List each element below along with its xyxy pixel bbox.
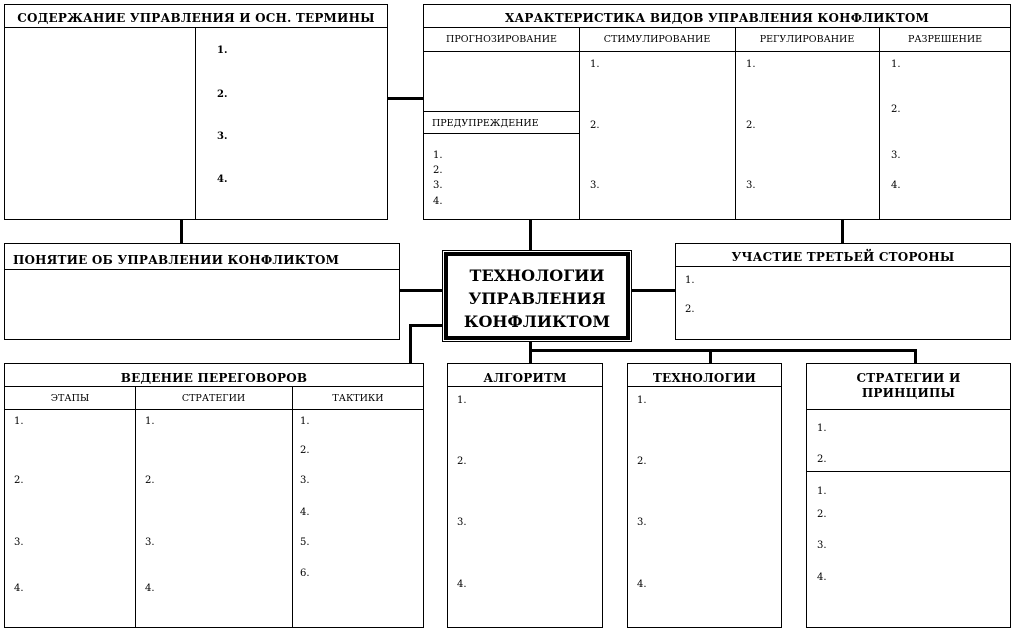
list-item: 1. [685,275,695,286]
strategies-title-line1: СТРАТЕГИИ И [856,371,961,385]
title-divider [5,386,423,387]
list-item: 3. [590,180,600,191]
connector-center-negotiation-v [409,324,412,364]
list-item: 1. [817,423,827,434]
col-header-tactics: ТАКТИКИ [332,393,384,404]
list-item: 2. [300,445,310,456]
list-item: 1. [433,150,443,161]
connector-center-negotiation-h [409,324,445,327]
col-header-stages: ЭТАПЫ [50,393,90,404]
list-item: 4. [891,180,901,191]
list-item: 1. [817,486,827,497]
negotiation-box [4,363,424,628]
list-item: 2. [891,104,901,115]
technologies-title: ТЕХНОЛОГИИ [652,371,757,385]
header-divider [424,51,1010,52]
list-item: 2. [817,509,827,520]
strategies-principles-box [806,363,1011,628]
connector-center-bottom-v [529,340,532,364]
list-item: 4. [145,583,155,594]
content-terms-title: СОДЕРЖАНИЕ УПРАВЛЕНИЯ И ОСН. ТЕРМИНЫ [17,11,375,25]
concept-box [4,243,400,340]
list-item: 4. [14,583,24,594]
connector-bus-technologies [709,349,712,364]
col-header-stimul: СТИМУЛИРОВАНИЕ [603,34,711,45]
content-terms-box [4,4,388,220]
third-party-box [675,243,1011,340]
connector-bottom-bus [529,349,917,352]
column-divider [292,386,293,627]
list-item: 2. [14,475,24,486]
list-item: 2. [217,89,228,100]
list-item: 2. [433,165,443,176]
list-item: 3. [14,537,24,548]
title-divider [5,269,399,270]
list-item: 3. [637,517,647,528]
algorithm-title: АЛГОРИТМ [483,371,567,385]
list-item: 6. [300,568,310,579]
center-title-line: УПРАВЛЕНИЯ [468,289,606,308]
list-item: 5. [300,537,310,548]
list-item: 4. [457,579,467,590]
list-item: 3. [891,150,901,161]
list-item: 3. [457,517,467,528]
connector-content-types [387,97,424,100]
connector-content-concept [180,219,183,244]
list-item: 2. [746,120,756,131]
list-item: 4. [817,572,827,583]
column-divider [579,27,580,219]
list-item: 2. [685,304,695,315]
list-item: 1. [590,59,600,70]
strategies-title-line2: ПРИНЦИПЫ [861,386,956,400]
header-divider [5,409,423,410]
center-title-box [444,252,630,340]
title-divider [5,27,387,28]
list-item: 1. [746,59,756,70]
connector-bus-strategies [914,349,917,364]
col-header-strategies: СТРАТЕГИИ [181,393,246,404]
column-divider [135,386,136,627]
management-types-title: ХАРАКТЕРИСТИКА ВИДОВ УПРАВЛЕНИЯ КОНФЛИКТОМ [504,11,930,25]
sub-divider [424,111,579,112]
list-item: 1. [300,416,310,427]
list-item: 2. [590,120,600,131]
list-item: 3. [217,131,228,142]
connector-types-thirdparty [841,219,844,244]
subheader-preduprezh: ПРЕДУПРЕЖДЕНИЕ [432,118,539,129]
column-divider [195,27,196,219]
technologies-box [627,363,782,628]
list-item: 4. [300,507,310,518]
center-title-line: ТЕХНОЛОГИИ [469,266,605,285]
col-header-prognoz: ПРОГНОЗИРОВАНИЕ [446,34,557,45]
title-divider [807,409,1010,410]
center-title-line: КОНФЛИКТОМ [463,312,611,331]
column-divider [735,27,736,219]
list-item: 4. [217,174,228,185]
col-header-razresh: РАЗРЕШЕНИЕ [907,34,983,45]
management-types-box [423,4,1011,220]
title-divider [448,386,602,387]
list-item: 3. [433,180,443,191]
list-item: 2. [457,456,467,467]
third-party-title: УЧАСТИЕ ТРЕТЬЕЙ СТОРОНЫ [731,250,955,264]
list-item: 4. [433,196,443,207]
title-divider [628,386,781,387]
list-item: 1. [637,395,647,406]
list-item: 3. [300,475,310,486]
title-divider [424,27,1010,28]
list-item: 1. [217,45,228,56]
list-item: 1. [891,59,901,70]
list-item: 2. [817,454,827,465]
list-item: 3. [746,180,756,191]
list-item: 1. [457,395,467,406]
column-divider [879,27,880,219]
algorithm-box [447,363,603,628]
list-item: 3. [817,540,827,551]
title-divider [676,266,1010,267]
list-item: 2. [637,456,647,467]
list-item: 3. [145,537,155,548]
connector-center-thirdparty [630,289,676,292]
connector-concept-center [399,289,445,292]
list-item: 4. [637,579,647,590]
concept-title: ПОНЯТИЕ ОБ УПРАВЛЕНИИ КОНФЛИКТОМ [13,253,340,267]
sub-divider [424,133,579,134]
connector-types-center [529,219,532,253]
negotiation-title: ВЕДЕНИЕ ПЕРЕГОВОРОВ [120,371,308,385]
col-header-regul: РЕГУЛИРОВАНИЕ [759,34,855,45]
list-item: 1. [14,416,24,427]
list-item: 2. [145,475,155,486]
list-item: 1. [145,416,155,427]
center-title [448,264,626,333]
section-divider [807,471,1010,472]
